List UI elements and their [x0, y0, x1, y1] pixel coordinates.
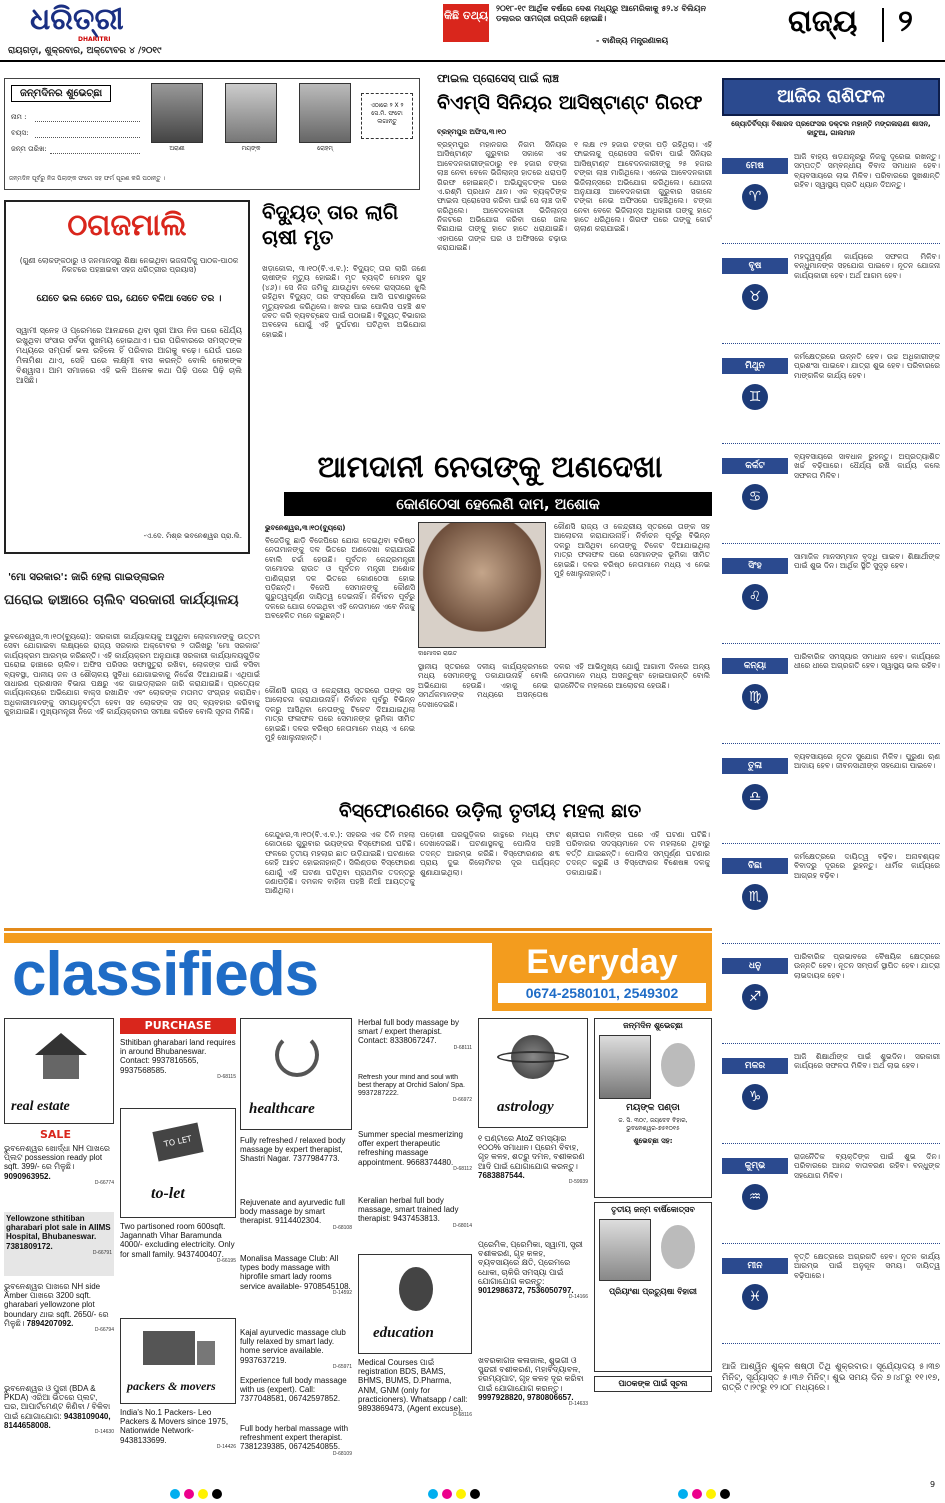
rashi-text: ରାଜନୈତିକ ବ୍ୟକ୍ତିଙ୍କ ପାଇଁ ଶୁଭ ଦିନ। ପରିବାରରେ ଆନନ୍ଦ ବାତାବରଣ ରହିବ। ବନ୍ଧୁଙ୍କ ସହଯୋଗ ମିଳିବ। [794, 1152, 940, 1180]
rashi-text: ଆଜି ଶିକ୍ଷାର୍ଥୀଙ୍କ ପାଇଁ ଶୁଭଦିନ। ସରକାରୀ କାର୍ଯ୍ୟରେ ସଫଳତା ମିଳିବ। ଅର୍ଥ ଲାଭ ହେବ। [794, 1052, 940, 1071]
rashi-name: ମେଷ [722, 158, 788, 174]
packers-ad [120, 1408, 236, 1482]
rashi-item [722, 448, 940, 544]
ad-code: D-14592 [332, 1289, 352, 1296]
rashifal-header [722, 78, 940, 116]
page-number: ୨ [898, 4, 913, 39]
registration-marks-right [678, 1484, 734, 1503]
rashifal-author: ଜ୍ୟୋତିର୍ବିଦ୍ୟା ବିଶାରଦ ପ୍ରଫେସର ଡକ୍ଟର ମହାନ୍ତି ମଙ୍ଗଳାରାଣୀ ଶାସନ, କାଟୁଆ, ଗାଲମାନ [731, 120, 931, 137]
bday-box-2 [594, 1202, 712, 1372]
panjika-text: ଆଜି ଆଶ୍ୱିନ ଶୁକ୍ଳ ଷଷ୍ଠୀ ତିଥି ଶୁକ୍ରବାର। ସୂର୍ଯ୍ୟୋଦୟ ୫।୩୭ ମିନିଟ୍, ସୂର୍ଯ୍ୟାସ୍ତ ୫।୩୬ ମିନିଟ୍। ଶୁଭ ସମୟ ଦିନ ୭।୪୮ରୁ ୧୧।୧୭, ରାତ୍ରି ୯।୨୯ରୁ ୧୨।୦୮ ମଧ୍ୟରେ। [722, 1362, 940, 1394]
rashi-name: ବିଛା [722, 858, 788, 874]
birthday-form [4, 78, 420, 190]
health-ad-1 [240, 1136, 352, 1196]
ims-kicker: ଫାଇଲ ପ୍ରୋସେସ୍ ପାଇଁ ଲାଞ୍ଚ [437, 72, 559, 85]
rashi-name: ମୀନ [722, 1258, 788, 1274]
health-ad-5 [240, 1376, 352, 1422]
ad-code: D-14630 [94, 1428, 114, 1435]
health-ad-1-text: Fully refreshed / relaxed body massage by expert therapist, Shastri Nagar. 7377984773. [240, 1136, 346, 1164]
sale-ad-3-text: ଭୁବନେଶ୍ୱର ପାଖରେ NH side Amber ପାଖରେ 3200 sqft. gharabari yellowzone plot boundary ଥାଇ sqft. 2650/- ରେ ମିଳୁଛି। [4, 1282, 109, 1328]
ad-code: D-14166 [568, 1294, 588, 1301]
kid-name-2: ମୟଙ୍କ [241, 145, 261, 152]
blast-body-3: ଶ୍ରୀଘର ମାଳିଙ୍କ ଘରେ ଏହି ଘଟଣା ଘଟିଛି। ପରିବାରର ସଦସ୍ୟମାନେ ତଳ ମହଲାରେ ଥିବାରୁ ବର୍ତ୍ତି ଯାଇଛନ୍ତି। ପୋଲିସ ସମ୍ପୂର୍ଣ୍ଣ ଘଟଣାର ତଦନ୍ତ କରୁଛି ଓ ବିସ୍ଫୋରକ ବିଶେଷଜ୍ଞ ଦଳକୁ ଡକାଯାଇଛି। [566, 830, 710, 877]
astro-ad-1-text: ୧ ଘଣ୍ଟାରେ AtoZ ସମସ୍ୟାର ୧୦୦% ସମାଧାନ। ପ୍ରେମ ବିବାହ, ଗୃହ କଳହ, ଶତ୍ରୁ ଦମନ, ବଶୀକରଣ ଆଦି ପାଇଁ ଯୋଗାଯୋଗ କରନ୍ତୁ। [478, 1134, 585, 1171]
classifieds-col-3 [240, 1018, 352, 1482]
blast-headline: ବିସ୍ଫୋରଣରେ ଉଡ଼ିଲା ତୃତୀୟ ମହଲା ଛାତ [338, 800, 642, 822]
bday-addr-1: ଜ. ସି. ୩୦୯, ଜୟଦେବ ବିହାର, ଭୁବନେଶ୍ୱର-୭୫୧୦୧୫ [618, 1117, 688, 1132]
mid-ad-4 [358, 1196, 472, 1248]
astro-ad-1 [478, 1134, 588, 1234]
rashi-text: ବୃତ୍ତି କ୍ଷେତ୍ରରେ ଅଗ୍ରଗତି ହେବ। ନୂତନ କାର୍ଯ୍ୟ ଆରମ୍ଭ ପାଇଁ ଅନୁକୂଳ ସମୟ। ଦାୟିତ୍ୱ ବଢ଼ିପାରେ। [794, 1252, 940, 1280]
packers-label: packers & movers [127, 1379, 216, 1393]
field-age: ବୟସ: [11, 129, 29, 137]
zodiac-icon: ♉ [742, 284, 768, 310]
zodiac-icon: ♋ [742, 484, 768, 510]
bday-box-title-2: ତୃତୀୟ ଜନ୍ମ ବାର୍ଷିକୋତ୍ସବ [611, 1205, 695, 1214]
rashi-text: ସାମାଜିକ ମାନସମ୍ମାନ ବୃଦ୍ଧି ପାଇବ। ଶିକ୍ଷାର୍ଥୀଙ୍କ ପାଇଁ ଶୁଭ ଦିନ। ଆର୍ଥିକ ସ୍ଥିତି ସୁଦୃଢ଼ ହେବ। [794, 552, 940, 571]
mid-ad-1-text: Herbal full body massage by smart / expert therapist. Contact: 8338067247. [358, 1018, 459, 1046]
rashi-item [722, 848, 940, 944]
bday-photo-1 [599, 1035, 651, 1099]
ad-code: D-66195 [216, 1257, 236, 1264]
rashi-text: ବ୍ୟବସାୟରେ ନୂତନ ସୁଯୋଗ ମିଳିବ। ପୁରୁଣା ଋଣ ଆଦାୟ ହେବ। ଜୀବନସାଥୀଙ୍କ ସହଯୋଗ ପାଇବେ। [794, 752, 940, 771]
amdani-body-3: ସ୍ଥାନୀୟ ସ୍ତରରେ ଦଳୀୟ କାର୍ଯ୍ୟକ୍ରମରେ ମଧ୍ୟ ସେମାନଙ୍କୁ ଡକାଯାଉନାହିଁ ବୋଲି ଅଭିଯୋଗ ହେଉଛି। ଏହାକୁ ନେଇ ସମର୍ଥକମାନଙ୍କ ମଧ୍ୟରେ ଅସନ୍ତୋଷ ଦେଖାଦେଇଛି। [418, 662, 548, 709]
rashi-name: ଧନୁ [722, 958, 788, 974]
dateline: ରାୟଗଡ଼ା, ଶୁକ୍ରବାର, ଅକ୍ଟୋବର ୪ /୨୦୧୯ [8, 46, 162, 56]
ims-dateline: ବ୍ରହ୍ମପୁର ଅଫିସ,୩।୧୦ [437, 128, 507, 136]
health-ad-4 [240, 1328, 352, 1374]
birthday-footer: ଜନ୍ମଦିନ ପୂର୍ବରୁ ନିଜ ପିଲାଙ୍କ ଫଟୋ ସହ ଫର୍ମ ପୂରଣ କରି ପଠାନ୍ତୁ । [9, 175, 166, 182]
ad-code: D-14426 [216, 1443, 236, 1450]
field-dob: ଜନ୍ମ ତାରିଖ: [11, 145, 47, 153]
classifieds-col-2 [120, 1018, 236, 1482]
thagmali-credit: -ଏ.ଦେ. ମିଶ୍ର ଭବନେଶ୍ୱର ପ୍ରା.ଲି. [143, 532, 242, 540]
balloons-icon [661, 1225, 695, 1269]
mid-ad-2 [358, 1074, 472, 1126]
everyday-block [492, 941, 712, 1011]
sale-ad-3 [4, 1282, 114, 1380]
rashi-item [722, 948, 940, 1044]
rashi-name: ମିଥୁନ [722, 358, 788, 374]
sale-ad-1-text: ଭୁବନେଶ୍ୱର ଖୋର୍ଦ୍ଧା NH ପାଖରେ ପ୍ଲଟ possession ready plot sqft. 399/- ରେ ମିଳୁଛି। [4, 1144, 110, 1172]
ad-code: D-68116 [453, 1412, 472, 1419]
zodiac-icon: ♑ [742, 1084, 768, 1110]
farmer-headline: ବିଦ୍ୟୁତ୍ ତାର ଲାଗି ଚାଷୀ ମୃତ [262, 200, 399, 249]
masthead-rule [0, 60, 945, 62]
section-title: ରାଜ୍ୟ [788, 4, 858, 39]
ims-body: ବ୍ରହ୍ମପୁର ମହାନଗର ନିଗମ ସିନିୟର ଆସିଷ୍ଟାଣ୍ଟ ଗୁରୁବାର ସକାଳେ ଏକ ଆବେଦନକାରୀଙ୍କଠାରୁ ୧୫ ହଜାର ଟଙ୍କା ଲାଞ୍ଚ ନେବା ବେଳେ ଭିଜିଲାନ୍ସ ହାତରେ ଧରାପଡ଼ି ଗିରଫ ହୋଇଛନ୍ତି। ଅଭିଯୁକ୍ତଙ୍କ ଘରେ ଏ.ରଶ୍ମି ପ୍ରଧାନ ଥାନ। ଏକ ବ୍ୟକ୍ତିଙ୍କ ଫାଇଲ ପ୍ରୋସେସ କରିବା ପାଇଁ ସେ ଲାଞ୍ଚ ଦାବି କରିଥିଲେ। ଆବେଦନକାରୀ ଭିଜିଲାନ୍ସ ନିକଟରେ ଅଭିଯୋଗ କରିବା ପରେ ଜାଲ ବିଛାଯାଇ ତାଙ୍କୁ ହାତେ ହାତେ ଧରାଯାଇଛି। ଏହାପରେ ତାଙ୍କ ଘର ଓ ଅଫିସରେ ଚଢ଼ାଉ କରାଯାଇଛି। [437, 140, 567, 253]
readers-notice: ପାଠକଙ୍କ ପାଇଁ ସୂଚନା [594, 1376, 712, 1392]
ad-code: D-59939 [568, 1178, 588, 1185]
rashifal-title: ଆଜିର ରାଶିଫଳ [777, 86, 885, 107]
rashi-item [722, 248, 940, 344]
to-let-ad [120, 1222, 236, 1316]
rashi-name: କର୍କଟ [722, 458, 788, 474]
astrology-label: astrology [497, 1099, 554, 1115]
blast-body: କେନ୍ଦୁଝର,୩।୧୦(ବି.ଏ.ବ.): ସହରର ଏକ ତିନି ମହଲା କୋଠାରେ ଗୁରୁବାର ଭୟଙ୍କର ବିସ୍ଫୋରଣ ଘଟିଛି। ଫଳରେ ତୃତୀୟ ମହଲାର ଛାତ ଉଡ଼ିଯାଇଛି। ଘଟଣାରେ କେହି ଆହତ ହୋଇନାହାନ୍ତି। ସିଲିଣ୍ଡର ବିସ୍ଫୋରଣ ଯୋଗୁଁ ଏହି ଘଟଣା ଘଟିଥିବା ପ୍ରାଥମିକ ତଦନ୍ତରୁ ଜଣାପଡ଼ିଛି। ଦମକଳ ବାହିନୀ ପହଞ୍ଚି ନିଆଁ ଆୟତ୍ତକୁ ଆଣିଥିଲା। [265, 830, 415, 896]
education-label: education [373, 1325, 434, 1341]
truck-icon [143, 1331, 195, 1365]
rashi-text: କର୍ମକ୍ଷେତ୍ରରେ ଉନ୍ନତି ହେବ। ଉଚ୍ଚ ଅଧିକାରୀଙ୍କ ପ୍ରଶଂସା ପାଇବେ। ଯାତ୍ରା ଶୁଭ ହେବ। ପରିବାରରେ ମାଙ୍ଗଳିକ କାର୍ଯ୍ୟ ହେବ। [794, 352, 940, 380]
astro-ad-3-phone: 9997928820, 9780806657. [478, 1392, 574, 1402]
health-ad-4-text: Kajal ayurvedic massage club fully relaxed by smart lady. home service available. 9937637219. [240, 1328, 346, 1365]
ad-code: D-68112 [453, 1165, 472, 1172]
astrology-box [478, 1018, 588, 1128]
rashi-name: ବୃଷ [722, 258, 788, 274]
amdani-dateline: ଭୁବନେଶ୍ୱର,୩।୧୦(ବ୍ୟୁରୋ) [265, 524, 346, 532]
rashi-item [722, 548, 940, 644]
healthcare-label: healthcare [249, 1101, 315, 1117]
mid-ad-3 [358, 1130, 472, 1192]
zodiac-icon: ♒ [742, 1184, 768, 1210]
registration-marks-left [170, 1484, 226, 1503]
zodiac-icon: ♐ [742, 984, 768, 1010]
rashi-text: ଆଜି ବାହ୍ୟ ଷଡ଼ଯନ୍ତ୍ରରୁ ନିଜକୁ ଦୂରେଇ ରଖନ୍ତୁ। ସମ୍ପତ୍ତି ସମ୍ବନ୍ଧୀୟ ବିବାଦ ସମାଧାନ ହେବ। ବ୍ୟବସାୟରେ ଲାଭ ମିଳିବ। ପରିବାରରେ ସୁଖଶାନ୍ତି ରହିବ। ସ୍ୱାସ୍ଥ୍ୟ ପ୍ରତି ଧ୍ୟାନ ଦିଅନ୍ତୁ। [794, 152, 940, 190]
ad-code: D-66791 [92, 1249, 112, 1256]
amdani-photo [418, 522, 546, 648]
health-ad-2-text: Rejuvenate and ayurvedic full body massage by smart therapist. 9114402304. [240, 1198, 345, 1226]
mid-ad-5 [358, 1358, 472, 1482]
ad-code: D-66972 [452, 1097, 472, 1104]
sale-label: SALE [40, 1128, 71, 1141]
classifieds-col-4 [358, 1018, 472, 1482]
sale-ad-2 [4, 1212, 114, 1276]
field-name: ନାମ : [11, 113, 27, 121]
fact-label: କିଛି ତଥ୍ୟ [443, 4, 489, 42]
health-ad-5-text: Experience full body massage with us (expert). Call: 7377048581, 06742597852. [240, 1376, 347, 1404]
rashi-name: ମକର [722, 1058, 788, 1074]
field-line-1 [35, 121, 140, 122]
healthcare-box [240, 1018, 352, 1130]
health-ad-6 [240, 1424, 352, 1482]
real-estate-label: real estate [11, 1099, 70, 1114]
to-let-sign-icon: TO LET [152, 1123, 203, 1162]
rashi-name: ସିଂହ [722, 558, 788, 574]
bday-photo-2 [599, 1219, 651, 1281]
education-box [358, 1254, 472, 1354]
health-ad-3-text: Monalisa Massage Club: All types body massage with hiprofile smart lady rooms service available- 9708545108. [240, 1254, 351, 1291]
rashi-item [722, 748, 940, 844]
ad-code: D-68115 [217, 1073, 236, 1080]
rashi-name: କୁମ୍ଭ [722, 1158, 788, 1174]
rashi-text: ମହତ୍ତ୍ୱପୂର୍ଣ୍ଣ କାର୍ଯ୍ୟରେ ସଫଳତା ମିଳିବ। ବନ୍ଧୁମାନଙ୍କ ସହଯୋଗ ପାଇବେ। ନୂତନ ଯୋଜନା କାର୍ଯ୍ୟକାରୀ ହେବ। ଅର୍ଥ ଆଗମ ହେବ। [794, 252, 940, 280]
zodiac-icon: ♌ [742, 584, 768, 610]
real-estate-box [4, 1018, 114, 1124]
kid-photo-2 [225, 83, 277, 143]
mo-sarkar-kicker: 'ମୋ ସରକାର': ଜାରି ହେଲା ଗାଇଡ୍‌ଲାଇନ [8, 572, 165, 583]
astro-ad-1-phone: 7683887544. [478, 1170, 525, 1180]
classifieds-phones: 0674-2580101, 2549302 [498, 983, 706, 1003]
mid-ad-2-text: Refresh your mind and soul with best therapy at Orchid Salon/ Spa. 9937287222. [358, 1074, 466, 1098]
everyday-label: Everyday [526, 943, 678, 981]
rashi-item [722, 1048, 940, 1144]
purchase-label: PURCHASE [120, 1018, 236, 1034]
photo-caption: ଦାମୋଦର ରାଉତ [418, 650, 457, 657]
birthday-title: ଜନ୍ମଦିନର ଶୁଭେଚ୍ଛା [11, 85, 111, 102]
ad-code: D-14633 [568, 1400, 588, 1407]
logo: ଧରିତ୍ରୀ [30, 2, 124, 37]
amdani-body-2: କୌଣସି ରାଜ୍ୟ ଓ କେନ୍ଦ୍ରୀୟ ସ୍ତରରେ ତାଙ୍କ ସହ ଆଲୋଚନା କରାଯାଉନାହିଁ। ନିର୍ବାଚନ ପୂର୍ବରୁ ବିଭିନ୍ନ ଦଳରୁ ଆସିଥିବା ନେତାଙ୍କୁ ଟିକେଟ ଦିଆଯାଇଥିଲା ମାତ୍ର ଫଳାଫଳ ପରେ ସେମାନଙ୍କ ଭୂମିକା ସୀମିତ ହୋଇଛି। ଦଳର ବରିଷ୍ଠ ନେତାମାନେ ମଧ୍ୟ ଏ ନେଇ ମୁହଁ ଖୋଲୁନାହାନ୍ତି। [554, 522, 710, 578]
house-body [43, 1055, 79, 1079]
sale-ad-1 [4, 1144, 114, 1208]
rashi-name: ତୁଳା [722, 758, 788, 774]
kid-photo-1 [151, 83, 203, 143]
zodiac-icon: ♓ [742, 1284, 768, 1310]
title-divider [882, 8, 884, 42]
zodiac-icon: ♎ [742, 784, 768, 810]
classifieds-col-5 [478, 1018, 588, 1482]
mid-ad-5-text: Medical Courses ପାଇଁ registration BDS, BAMS, BHMS, BUMS, D.Pharma, ANM, GNM (only for practicioners). Whatsapp / call: 9893869473, (Agent excuse). [358, 1358, 468, 1413]
rashi-text: କର୍ମକ୍ଷେତ୍ରରେ ଦାୟିତ୍ୱ ବଢ଼ିବ। ଅନାବଶ୍ୟକ ବିବାଦରୁ ଦୂରରେ ରୁହନ୍ତୁ। ଧାର୍ମିକ କାର୍ଯ୍ୟରେ ଆଗ୍ରହ ବଢ଼ିବ। [794, 852, 940, 880]
kid-name-1: ଅରାଣୀ [169, 145, 185, 152]
field-line-3 [50, 153, 140, 154]
rashi-text: ପାରିବାରିକ ସମସ୍ୟାର ସମାଧାନ ହେବ। କାର୍ଯ୍ୟରେ ଧୀରେ ଧୀରେ ଅଗ୍ରଗତି ହେବ। ସ୍ୱାସ୍ଥ୍ୟ ଭଲ ରହିବ। [794, 652, 940, 671]
thagmali-intro: (ଗୁଣୀ ଲୋକଙ୍କଠାରୁ ଓ ଜନମାନସରୁ ଶିକ୍ଷା ନେଇଥିବା ଭଜନାଦିକୁ ପାଠକ-ପାଠକ ନିକଟରେ ପହଞ୍ଚାଇବା ସହଜ ଧରିତ୍ରୀର ପ୍ରୟାସ) [19, 256, 239, 275]
bday-box-1 [594, 1018, 712, 1198]
sale-ad-2-text: Yellowzone sthitiban gharabari plot sale in AIIMS Hospital, Bhubaneswar. [6, 1214, 111, 1242]
amdani-headline: ଆମଦାନୀ ନେତାଙ୍କୁ ଅଣଦେଖା [317, 450, 663, 485]
ad-code: D-65971 [332, 1363, 352, 1370]
truck-cab-icon [197, 1341, 215, 1365]
ad-code: D-68111 [453, 1044, 472, 1051]
zodiac-icon: ♈ [742, 184, 768, 210]
packers-ad-text: India's No.1 Packers- Leo Packers & Movers since 1975, Nationwide Network- 9438133699. [120, 1408, 229, 1445]
sale-ad-1-phone: 9090963952. [4, 1171, 51, 1181]
kid-name-3: ରୋହମ୍ [317, 145, 333, 152]
kid-photo-3 [299, 83, 351, 143]
sale-ad-4 [4, 1384, 114, 1482]
masthead [0, 0, 945, 62]
mo-sarkar-body-side: କୌଣସି ରାଜ୍ୟ ଓ କେନ୍ଦ୍ରୀୟ ସ୍ତରରେ ତାଙ୍କ ସହ ଆଲୋଚନା କରାଯାଉନାହିଁ। ନିର୍ବାଚନ ପୂର୍ବରୁ ବିଭିନ୍ନ ଦଳରୁ ଆସିଥିବା ନେତାଙ୍କୁ ଟିକେଟ ଦିଆଯାଇଥିଲା ମାତ୍ର ଫଳାଫଳ ପରେ ସେମାନଙ୍କ ଭୂମିକା ସୀମିତ ହୋଇଛି। ଦଳର ବରିଷ୍ଠ ନେତାମାନେ ମଧ୍ୟ ଏ ନେଇ ମୁହଁ ଖୋଲୁନାହାନ୍ତି। [265, 686, 415, 742]
house-icon [35, 1033, 87, 1055]
footer-page-number: 9 [930, 1480, 936, 1489]
zodiac-icon: ♊ [742, 384, 768, 410]
thagmali-body: ସ୍ୱାମୀ ସ୍ନେହ ଓ ପ୍ରେମରେ ଆନନ୍ଦରେ ଥିବା ସ୍ତ୍ରୀ ଆଉ ନିଜ ଘରେ ଧୈର୍ଯ୍ୟ ରଖୁଥିବା ସଂସାର ସର୍ବଦା ସୁଖମୟ ହୋଇଥାଏ। ଘର ପରିବାରରେ ସମସ୍ତଙ୍କ ମଧ୍ୟରେ ସମ୍ପର୍କ ଭଲ ରହିଲେ ହିଁ ପରିବାର ଆଗକୁ ବଢ଼େ। ଯେଉଁ ଘରେ ମିଳାମିଶା ଥାଏ, ସେହି ଘରେ ଲକ୍ଷ୍ମୀ ବାସ କରନ୍ତି ବୋଲି ଲୋକଙ୍କ ବିଶ୍ୱାସ। ଆମ ସମାଜରେ ଏହି ଭଳି ଅନେକ କଥା ପିଢ଼ି ପରେ ପିଢ଼ି ଚାଲି ଆସିଛି। [16, 326, 242, 385]
rashi-name: କନ୍ୟା [722, 658, 788, 674]
classifieds-col-1 [4, 1018, 114, 1482]
sale-ad-4-phone: 9438109040, 8144658008. [4, 1411, 111, 1430]
field-line-2 [35, 137, 140, 138]
rashi-item [722, 148, 940, 244]
to-let-box [120, 1108, 236, 1218]
astro-ad-2-phone: 9012986372, 7536050797. [478, 1285, 574, 1295]
rashi-item [722, 648, 940, 744]
stethoscope-icon [275, 1033, 319, 1077]
thagmali-title: ଠଗଜମାଲି [67, 208, 187, 243]
mo-sarkar-body: ଭୁବନେଶ୍ୱର,୩।୧୦(ବ୍ୟୁରୋ): ସରକାରୀ କାର୍ଯ୍ୟାଳୟକୁ ଆସୁଥିବା ଲୋକମାନଙ୍କୁ ଉତ୍ତମ ସେବା ଯୋଗାଇବା ଲକ୍ଷ୍ୟରେ ରାଜ୍ୟ ସରକାର ଅକ୍ଟୋବର ୨ ତାରିଖରୁ 'ମୋ ସରକାର' କାର୍ଯ୍ୟକ୍ରମ ଆରମ୍ଭ କରିଛନ୍ତି। ଏହି କାର୍ଯ୍ୟକ୍ରମ ଅନୁଯାୟୀ ସରକାରୀ କାର୍ଯ୍ୟାଳୟଗୁଡ଼ିକ ଘରୋଇ ଢାଞ୍ଚାରେ ଚାଲିବ। ଅଫିସ ପରିସର ସଫାସୁତୁରା ରଖିବା, ଲୋକଙ୍କ ପାଇଁ ବସିବା ବ୍ୟବସ୍ଥା, ପାନୀୟ ଜଳ ଓ ଶୌଚାଳୟ ସୁବିଧା ଯୋଗାଇବାକୁ ନିର୍ଦ୍ଦେଶ ଦିଆଯାଇଛି। ଏଥିପାଇଁ ସାଧାରଣ ପ୍ରଶାସନ ବିଭାଗ ପକ୍ଷରୁ ଏକ ଗାଇଡ୍‌ଲାଇନ ଜାରି କରାଯାଇଛି। ପ୍ରତ୍ୟେକ କାର୍ଯ୍ୟାଳୟରେ ଅଭିଯୋଗ ବାକ୍ସ ରଖାଯିବ ଏବଂ ଲୋକଙ୍କ ମତାମତ ସଂଗ୍ରହ କରାଯିବ। ଅଧିକାରୀମାନଙ୍କୁ ସମୟାନୁବର୍ତ୍ତୀ ହେବା ସହ ଲୋକଙ୍କ ସହ ସଦ୍ ବ୍ୟବହାର କରିବାକୁ କୁହାଯାଇଛି। ମୁଖ୍ୟମନ୍ତ୍ରୀ ନିଜେ ଏହି କାର୍ଯ୍ୟକ୍ରମର ସମୀକ୍ଷା କରିବେ ବୋଲି ସୂଚନା ମିଳିଛି। [4, 632, 260, 716]
ims-headline: ବିଏମ୍‌ସି ସିନିୟର ଆସିଷ୍ଟାଣ୍ଟ ଗିରଫ [437, 92, 703, 114]
logo-sub: DHARITRI [78, 36, 111, 43]
fact-text: ୨୦୧୮-୧୯ ଆର୍ଥିକ ବର୍ଷରେ ଦେଶ ମଧ୍ୟରୁ ଆମେରିକାକୁ ୫୨.୪ ବିଲିୟନ ଡଲାରର ସାମଗ୍ରୀ ରପ୍ତାନି ହୋଇଛି। [496, 4, 706, 23]
amdani-subhead: କୋଣଠେସା ହେଲେଣି ଦାମ, ଅଶୋକ [284, 492, 712, 516]
packers-box [120, 1318, 236, 1404]
zodiac-icon: ♏ [742, 884, 768, 910]
rashi-item [722, 1248, 940, 1344]
to-let-label: to-let [151, 1185, 185, 1202]
rashi-text: ବ୍ୟବସାୟରେ ସାବଧାନ ରୁହନ୍ତୁ। ଅପ୍ରତ୍ୟାଶିତ ଖର୍ଚ୍ଚ ବଢ଼ିପାରେ। ଧୈର୍ଯ୍ୟ ରଖି କାର୍ଯ୍ୟ କଲେ ସଫଳତା ମିଳିବ। [794, 452, 940, 480]
book-icon [399, 1267, 433, 1311]
bday-name-2: ପ୍ରିୟାଂଶା ପ୍ରତ୍ୟୁଷା ବିହାରୀ [609, 1287, 697, 1296]
purchase-ad [120, 1038, 236, 1104]
mid-ad-1 [358, 1018, 472, 1070]
ad-code: D-66794 [94, 1326, 114, 1333]
planet-ring [497, 1051, 569, 1063]
mid-ad-4-text: Keralian herbal full body massage, smart trained lady therapist: 9437453813. [358, 1196, 459, 1224]
astro-ad-2 [478, 1240, 588, 1350]
bday-wish-1: ଶୁଭେଚ୍ଛା ସହ: [633, 1137, 673, 1145]
ad-code: D-68109 [332, 1450, 352, 1457]
ad-code: D-68014 [452, 1222, 472, 1229]
to-let-ad-text: Two partisoned room 600sqft. Jagannath Vihar Baramunda 4000/- excluding electricity. Only for small family. 9437400407. [120, 1222, 235, 1259]
mo-sarkar-headline: ଘରୋଇ ଢାଞ୍ଚାରେ ଚାଲିବ ସରକାରୀ କାର୍ଯ୍ୟାଳୟ [4, 592, 239, 608]
sale-ad-3-phone: 7894207092. [26, 1318, 74, 1328]
rashi-item [722, 348, 940, 444]
classifieds-col-6 [594, 1018, 712, 1482]
photo-placeholder: ଏଠାରେ ୨ X ୨ ସେ.ମି. ଫଟୋ ଲଗାନ୍ତୁ [361, 93, 413, 139]
ad-code: D-66774 [94, 1179, 114, 1186]
astro-ad-3-text: ଖବରକାଗଜ କଳାଜାଲ, ଶୁଭଗୀ ଓ ସୁନ୍ଦରୀ ବଶୀକରଣ, ମହାବିଦ୍ୟାବଳ, ହରମ୍ୟପାଟ, ଗୃହ କଳହ ଦୂର କରିବା ପାଇଁ ଯୋଗାଯୋଗ କରନ୍ତୁ। [478, 1356, 584, 1393]
sale-ad-4-text: ଭୁବନେଶ୍ୱର ଓ ପୁରୀ (BDA & PKDA) ଏରିଆ ଭିତରେ ପ୍ଲଟ, ଘର, ଆପାର୍ଟମେଣ୍ଟ କିଣିବା / ବିକିବା ପାଇଁ ଯୋଗାଯୋଗ: [4, 1384, 111, 1421]
rashi-item [722, 1148, 940, 1244]
classifieds-title: classifieds [12, 940, 319, 1009]
health-ad-2 [240, 1198, 352, 1250]
purchase-ad-text: Sthitiban gharabari land requires in around Bhubaneswar. Contact: 9937816565, 9937568585. [120, 1038, 236, 1075]
rashi-text: ପାରିବାରିକ ପ୍ରଭାବରେ ବୈଷୟିକ କ୍ଷେତ୍ରରେ ଉନ୍ନତି ହେବ। ନୂତନ ସମ୍ପର୍କ ସ୍ଥାପିତ ହେବ। ଯାତ୍ରା ଲାଭଦାୟକ ହେବ। [794, 952, 940, 980]
balloons-icon [661, 1043, 695, 1087]
sale-ad-2-phone: 7381809172. [6, 1241, 53, 1251]
rashifal-list [722, 148, 940, 1358]
blast-body-2: ପଡ଼ୋଶୀ ଘରଗୁଡ଼ିକର କାନ୍ଥରେ ମଧ୍ୟ ଫାଟ ଦେଖାଦେଇଛି। ଘଟଣାସ୍ଥଳକୁ ପୋଲିସ ପହଞ୍ଚି ତଦନ୍ତ ଆରମ୍ଭ କରିଛି। ବିସ୍ଫୋରଣର ଶବ୍ଦ ପ୍ରାୟ ଦୁଇ କିଲୋମିଟର ଦୂର ପର୍ଯ୍ୟନ୍ତ ଶୁଣାଯାଇଥିଲା। [420, 830, 560, 877]
classifieds-banner [4, 928, 712, 1012]
mid-ad-3-text: Summer special mesmerizing offer expert therapeutic refreshing massage appointment. 9668374480. [358, 1130, 463, 1167]
bday-box-title: ଜନ୍ମଦିନ ଶୁଭେଚ୍ଛା [623, 1021, 683, 1030]
ad-code: D-68108 [332, 1224, 352, 1231]
astro-ad-2-text: ପ୍ରେମିକ, ପ୍ରେମିକା, ସ୍ୱାମୀ, ସ୍ତ୍ରୀ ବଶୀକରଣ, ଗୃହ କଳହ, ବ୍ୟବସାୟରେ କ୍ଷତି, ପ୍ରେମରେ ଧୋକା, ଚାକିରି ସମସ୍ୟା ପାଇଁ ଯୋଗାଯୋଗ କରନ୍ତୁ: [478, 1240, 583, 1286]
thagmali-box [4, 200, 250, 554]
ims-body-2: ୧ ଲକ୍ଷ ୯୨ ହଜାର ଟଙ୍କା ପଡ଼ି ରହିଥିଲା। ଏହି ଫାଇଲକୁ ପ୍ରୋସେସ କରିବା ପାଇଁ ସିନିୟର ଆସିଷ୍ଟାଣ୍ଟ ଆବେଦନକାରୀଙ୍କୁ ୨୫ ହଜାର ଟଙ୍କା ଲାଞ୍ଚ ମାଗିଥିଲେ। ଏନେଇ ଆବେଦନକାରୀ ଭିଜିଲାନ୍ସରେ ଅଭିଯୋଗ କରିଥିଲେ। ଯୋଜନା ଅନୁଯାୟୀ ଆବେଦନକାରୀ ଗୁରୁବାର ସକାଳେ ଟଙ୍କା ନେଇ ଅଫିସରେ ପହଞ୍ଚିଥିଲେ। ଟଙ୍କା ନେବା ବେଳେ ଭିଜିଲାନ୍ସ ଅଧିକାରୀ ତାଙ୍କୁ ହାତେ ହାତେ ଧରିଥିଲେ। ଗିରଫ ପରେ ତାଙ୍କୁ କୋର୍ଟ ଚାଲାଣ କରାଯାଇଛି। [574, 140, 712, 234]
registration-marks-mid [428, 1484, 484, 1503]
fact-source: - ବାଣିଜ୍ୟ ମନ୍ତ୍ରଣାଳୟ [596, 36, 669, 45]
bday-name-1: ମୟଙ୍କ ପଣ୍ଡା [626, 1103, 680, 1113]
health-ad-6-text: Full body herbal massage with refreshment expert therapist. 7381239385, 06742540855. [240, 1424, 349, 1452]
astro-ad-3 [478, 1356, 588, 1482]
amdani-body: ବିଜେଡିକୁ ଛାଡ଼ି ବିଜେପିରେ ଯୋଗ ଦେଇଥିବା ବରିଷ୍ଠ ନେତାମାନଙ୍କୁ ଦଳ ଭିତରେ ଅଣଦେଖା କରାଯାଉଛି ବୋଲି ଚର୍ଚ୍ଚା ହେଉଛି। ପୂର୍ବତନ କେନ୍ଦ୍ରମନ୍ତ୍ରୀ ଦାମୋଦର ରାଉତ ଓ ପୂର୍ବତନ ମନ୍ତ୍ରୀ ଅଶୋକ ପାଣିଗ୍ରାହୀ ଦଳ ଭିତରେ କୋଣଠେସା ହୋଇ ପଡ଼ିଛନ୍ତି। ବିଜେପି ସେମାନଙ୍କୁ କୌଣସି ଗୁରୁତ୍ୱପୂର୍ଣ୍ଣ ଦାୟିତ୍ୱ ଦେଇନାହିଁ। ନିର୍ବାଚନ ପୂର୍ବରୁ ଦଳରେ ଯୋଗ ଦେଇଥିବା ଏହି ନେତାମାନେ ଏବେ ନିଜକୁ ଅବହେଳିତ ମନେ କରୁଛନ୍ତି। [265, 536, 415, 620]
zodiac-icon: ♍ [742, 684, 768, 710]
farmer-body: ଖଡ଼ାକୋଲ, ୩।୧୦(ବି.ଏ.ବ.): ବିଦ୍ୟୁତ୍ ତାର ଲାଗି ଜଣେ ଚାଷୀଙ୍କ ମୃତ୍ୟୁ ହୋଇଛି। ମୃତ ବ୍ୟକ୍ତି ମୋହନ ଗୁହ (୪୬)। ସେ ନିଜ ଜମିକୁ ଯାଉଥିବା ବେଳେ ରାସ୍ତାରେ ଝୁଲି ରହିଥିବା ବିଦ୍ୟୁତ୍ ତାର ସଂସ୍ପର୍ଶରେ ଆସି ଘଟଣାସ୍ଥଳରେ ମୃତ୍ୟୁବରଣ କରିଥିଲେ। ଖବର ପାଇ ପୋଲିସ ପହଞ୍ଚି ଶବ ଜବତ କରି ବ୍ୟବଚ୍ଛେଦ ପାଇଁ ପଠାଇଛି। ବିଦ୍ୟୁତ୍ ବିଭାଗର ଅବହେଳା ଯୋଗୁଁ ଏହି ଦୁର୍ଘଟଣା ଘଟିଥିବା ଅଭିଯୋଗ ହୋଇଛି। [262, 264, 426, 339]
health-ad-3 [240, 1254, 352, 1324]
amdani-body-4: ଦଳର ଏହି ଆଭିମୁଖ୍ୟ ଯୋଗୁଁ ଆଗାମୀ ଦିନରେ ଅନ୍ୟ ନେତାମାନେ ମଧ୍ୟ ଅସନ୍ତୁଷ୍ଟ ହୋଇପାରନ୍ତି ବୋଲି ରାଜନୈତିକ ମହଲରେ ଆଲୋଚନା ହେଉଛି। [554, 662, 710, 690]
thagmali-verse: ଯେତେ ଭଲ ରେତେ ଘର, ଯେତେ ବଳିଆ ସେତେ ତର । [36, 294, 222, 304]
